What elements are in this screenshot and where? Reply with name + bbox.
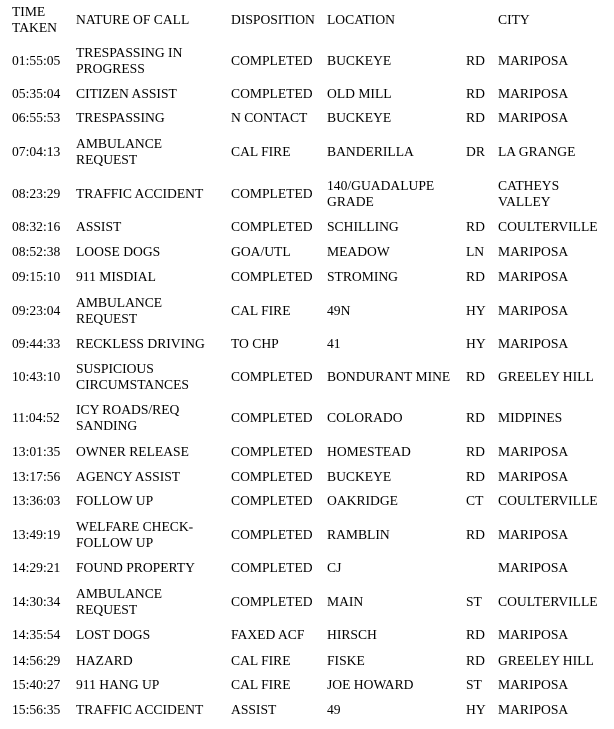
disposition-cell bbox=[231, 400, 313, 436]
disposition-cell bbox=[231, 293, 291, 329]
time-taken-cell-text: 08:52:38 bbox=[12, 243, 61, 259]
header-time-taken: TIME TAKEN bbox=[12, 4, 57, 35]
city-cell-text: MARIPOSA bbox=[498, 52, 569, 68]
city-cell bbox=[498, 699, 568, 721]
street-suffix-cell-text: RD bbox=[466, 409, 485, 425]
location-cell bbox=[327, 266, 398, 288]
location-cell bbox=[327, 466, 391, 488]
location-cell-text: 49 bbox=[327, 701, 341, 717]
disposition-cell bbox=[231, 216, 313, 238]
street-suffix-cell-text: HY bbox=[466, 302, 486, 318]
disposition-cell-text: CAL FIRE bbox=[231, 676, 291, 692]
disposition-cell-text: CAL FIRE bbox=[231, 302, 291, 318]
time-taken-cell bbox=[12, 83, 60, 105]
time-taken-cell bbox=[12, 624, 60, 646]
location-cell-text: BUCKEYE bbox=[327, 468, 392, 484]
city-cell bbox=[498, 624, 568, 646]
nature-of-call-cell-text: ICY ROADS/REQ SANDING bbox=[76, 401, 180, 433]
nature-of-call-cell-text: 911 HANG UP bbox=[76, 676, 160, 692]
nature-of-call-cell-text: TRESPASSING IN PROGRESS bbox=[76, 44, 183, 76]
street-suffix-cell-text: RD bbox=[466, 652, 485, 668]
city-cell bbox=[498, 216, 598, 238]
location-cell-text: SCHILLING bbox=[327, 218, 399, 234]
time-taken-cell bbox=[12, 176, 60, 212]
location-cell-text: BUCKEYE bbox=[327, 109, 392, 125]
city-cell-text: GREELEY HILL bbox=[498, 368, 594, 384]
disposition-cell-text: ASSIST bbox=[231, 701, 277, 717]
time-taken-cell-text: 15:40:27 bbox=[12, 676, 61, 692]
location-cell bbox=[327, 490, 398, 512]
time-taken-cell-text: 09:23:04 bbox=[12, 302, 61, 318]
nature-of-call-cell-text: CITIZEN ASSIST bbox=[76, 85, 177, 101]
nature-of-call-cell-text: TRAFFIC ACCIDENT bbox=[76, 701, 204, 717]
time-taken-cell bbox=[12, 400, 60, 436]
time-taken-cell-text: 13:49:19 bbox=[12, 526, 61, 542]
nature-of-call-cell-text: FOUND PROPERTY bbox=[76, 559, 195, 575]
time-taken-cell bbox=[12, 490, 60, 512]
street-suffix-cell-text: RD bbox=[466, 268, 485, 284]
location-cell-text: HOMESTEAD bbox=[327, 443, 411, 459]
time-taken-cell-text: 13:01:35 bbox=[12, 443, 61, 459]
city-cell-text: CATHEYS VALLEY bbox=[498, 177, 560, 209]
disposition-cell bbox=[231, 333, 279, 355]
nature-of-call-cell bbox=[76, 490, 153, 512]
disposition-cell-text: COMPLETED bbox=[231, 443, 313, 459]
disposition-cell bbox=[231, 441, 313, 463]
city-cell bbox=[498, 674, 568, 696]
header-disposition: DISPOSITION bbox=[231, 12, 315, 27]
street-suffix-cell-text: ST bbox=[466, 593, 482, 609]
disposition-cell bbox=[231, 241, 291, 263]
header-nature-of-call: NATURE OF CALL bbox=[76, 12, 190, 27]
location-cell bbox=[327, 441, 411, 463]
street-suffix-cell bbox=[466, 490, 483, 512]
disposition-cell-text: CAL FIRE bbox=[231, 652, 291, 668]
disposition-cell bbox=[231, 176, 313, 212]
street-suffix-cell-text: RD bbox=[466, 368, 485, 384]
time-taken-cell-text: 14:56:29 bbox=[12, 652, 61, 668]
disposition-cell-text: COMPLETED bbox=[231, 85, 313, 101]
street-suffix-cell bbox=[466, 107, 485, 129]
nature-of-call-cell bbox=[76, 83, 177, 105]
location-cell bbox=[327, 83, 392, 105]
location-cell bbox=[327, 650, 365, 672]
disposition-cell-text: COMPLETED bbox=[231, 268, 313, 284]
city-cell bbox=[498, 650, 594, 672]
location-cell-text: MEADOW bbox=[327, 243, 390, 259]
street-suffix-cell bbox=[466, 216, 485, 238]
time-taken-cell bbox=[12, 333, 60, 355]
nature-of-call-cell bbox=[76, 176, 203, 212]
street-suffix-cell bbox=[466, 359, 485, 395]
nature-of-call-cell bbox=[76, 333, 205, 355]
street-suffix-cell-text: RD bbox=[466, 218, 485, 234]
location-cell-text: OAKRIDGE bbox=[327, 492, 398, 508]
disposition-cell-text: GOA/UTL bbox=[231, 243, 291, 259]
nature-of-call-cell bbox=[76, 441, 189, 463]
time-taken-cell-text: 01:55:05 bbox=[12, 52, 61, 68]
nature-of-call-cell-text: TRAFFIC ACCIDENT bbox=[76, 185, 204, 201]
nature-of-call-cell-text: HAZARD bbox=[76, 652, 133, 668]
location-cell bbox=[327, 584, 363, 620]
location-cell-text: OLD MILL bbox=[327, 85, 392, 101]
time-taken-cell bbox=[12, 517, 60, 553]
location-cell bbox=[327, 359, 450, 395]
city-cell-text: MARIPOSA bbox=[498, 443, 569, 459]
location-cell-text: COLORADO bbox=[327, 409, 403, 425]
nature-of-call-cell bbox=[76, 241, 160, 263]
time-taken-cell-text: 11:04:52 bbox=[12, 409, 60, 425]
disposition-cell bbox=[231, 490, 313, 512]
disposition-cell bbox=[231, 466, 313, 488]
disposition-cell bbox=[231, 650, 291, 672]
time-taken-cell-text: 15:56:35 bbox=[12, 701, 61, 717]
city-cell bbox=[498, 176, 559, 212]
street-suffix-cell bbox=[466, 674, 482, 696]
time-taken-cell bbox=[12, 266, 60, 288]
nature-of-call-cell bbox=[76, 517, 193, 553]
location-cell-text: BONDURANT MINE bbox=[327, 368, 451, 384]
disposition-cell bbox=[231, 517, 313, 553]
city-cell-text: MARIPOSA bbox=[498, 335, 569, 351]
nature-of-call-cell-text: AGENCY ASSIST bbox=[76, 468, 181, 484]
nature-of-call-cell-text: WELFARE CHECK- FOLLOW UP bbox=[76, 518, 194, 550]
time-taken-cell bbox=[12, 557, 60, 579]
city-cell-text: MARIPOSA bbox=[498, 468, 569, 484]
nature-of-call-cell bbox=[76, 107, 165, 129]
city-cell bbox=[498, 557, 568, 579]
location-cell bbox=[327, 400, 403, 436]
street-suffix-cell bbox=[466, 624, 485, 646]
city-cell-text: MARIPOSA bbox=[498, 676, 569, 692]
disposition-cell-text: FAXED ACF bbox=[231, 626, 305, 642]
location-cell bbox=[327, 107, 391, 129]
city-cell bbox=[498, 490, 598, 512]
nature-of-call-cell bbox=[76, 359, 189, 395]
street-suffix-cell-text: RD bbox=[466, 443, 485, 459]
time-taken-cell bbox=[12, 584, 60, 620]
time-taken-cell-text: 14:30:34 bbox=[12, 593, 61, 609]
street-suffix-cell bbox=[466, 43, 485, 79]
nature-of-call-cell-text: AMBULANCE REQUEST bbox=[76, 135, 163, 167]
street-suffix-cell-text: RD bbox=[466, 85, 485, 101]
location-cell bbox=[327, 624, 377, 646]
nature-of-call-cell-text: AMBULANCE REQUEST bbox=[76, 585, 163, 617]
location-cell-text: 140/GUADALUPE GRADE bbox=[327, 177, 435, 209]
time-taken-cell-text: 09:15:10 bbox=[12, 268, 61, 284]
disposition-cell bbox=[231, 699, 276, 721]
location-cell-text: HIRSCH bbox=[327, 626, 377, 642]
time-taken-cell-text: 14:35:54 bbox=[12, 626, 61, 642]
disposition-cell-text: COMPLETED bbox=[231, 218, 313, 234]
location-cell bbox=[327, 293, 350, 329]
time-taken-cell bbox=[12, 107, 60, 129]
location-cell bbox=[327, 557, 341, 579]
street-suffix-cell bbox=[466, 241, 484, 263]
nature-of-call-cell-text: ASSIST bbox=[76, 218, 122, 234]
city-cell bbox=[498, 333, 568, 355]
disposition-cell-text: COMPLETED bbox=[231, 468, 313, 484]
location-cell bbox=[327, 216, 399, 238]
street-suffix-cell bbox=[466, 517, 485, 553]
street-suffix-cell-text: LN bbox=[466, 243, 485, 259]
location-cell bbox=[327, 333, 341, 355]
location-cell bbox=[327, 176, 434, 212]
nature-of-call-cell-text: OWNER RELEASE bbox=[76, 443, 189, 459]
nature-of-call-cell bbox=[76, 43, 182, 79]
street-suffix-cell bbox=[466, 466, 485, 488]
street-suffix-cell bbox=[466, 441, 485, 463]
time-taken-cell bbox=[12, 216, 60, 238]
city-cell-text: MARIPOSA bbox=[498, 626, 569, 642]
time-taken-cell-text: 06:55:53 bbox=[12, 109, 61, 125]
disposition-cell bbox=[231, 359, 313, 395]
location-cell bbox=[327, 674, 413, 696]
location-cell bbox=[327, 43, 391, 79]
nature-of-call-cell bbox=[76, 266, 156, 288]
nature-of-call-cell bbox=[76, 584, 162, 620]
time-taken-cell-text: 05:35:04 bbox=[12, 85, 61, 101]
city-cell-text: LA GRANGE bbox=[498, 143, 576, 159]
time-taken-cell-text: 09:44:33 bbox=[12, 335, 61, 351]
nature-of-call-cell bbox=[76, 466, 180, 488]
time-taken-cell bbox=[12, 241, 60, 263]
header-location: LOCATION bbox=[327, 12, 395, 27]
location-cell-text: BUCKEYE bbox=[327, 52, 392, 68]
street-suffix-cell-text: HY bbox=[466, 335, 486, 351]
location-cell-text: JOE HOWARD bbox=[327, 676, 414, 692]
disposition-cell bbox=[231, 107, 307, 129]
city-cell bbox=[498, 266, 568, 288]
location-cell-text: CJ bbox=[327, 559, 342, 575]
city-cell-text: MARIPOSA bbox=[498, 559, 569, 575]
street-suffix-cell bbox=[466, 134, 485, 170]
disposition-cell bbox=[231, 584, 313, 620]
disposition-cell bbox=[231, 674, 291, 696]
street-suffix-cell-text: RD bbox=[466, 626, 485, 642]
nature-of-call-cell-text: FOLLOW UP bbox=[76, 492, 154, 508]
nature-of-call-cell bbox=[76, 557, 195, 579]
city-cell-text: COULTERVILLE bbox=[498, 492, 598, 508]
nature-of-call-cell-text: LOOSE DOGS bbox=[76, 243, 161, 259]
location-cell bbox=[327, 517, 390, 553]
time-taken-cell bbox=[12, 674, 60, 696]
street-suffix-cell bbox=[466, 333, 486, 355]
time-taken-cell bbox=[12, 134, 60, 170]
street-suffix-cell-text: HY bbox=[466, 701, 486, 717]
disposition-cell bbox=[231, 624, 304, 646]
city-cell-text: MARIPOSA bbox=[498, 701, 569, 717]
city-cell bbox=[498, 441, 568, 463]
location-cell-text: 49N bbox=[327, 302, 351, 318]
disposition-cell-text: COMPLETED bbox=[231, 368, 313, 384]
city-cell-text: MARIPOSA bbox=[498, 302, 569, 318]
city-cell-text: MARIPOSA bbox=[498, 243, 569, 259]
disposition-cell-text: COMPLETED bbox=[231, 185, 313, 201]
street-suffix-cell-text: RD bbox=[466, 109, 485, 125]
disposition-cell bbox=[231, 43, 313, 79]
location-cell-text: MAIN bbox=[327, 593, 364, 609]
city-cell bbox=[498, 134, 575, 170]
street-suffix-cell bbox=[466, 400, 485, 436]
nature-of-call-cell-text: SUSPICIOUS CIRCUMSTANCES bbox=[76, 360, 189, 392]
time-taken-cell bbox=[12, 650, 60, 672]
city-cell bbox=[498, 107, 568, 129]
time-taken-cell bbox=[12, 359, 60, 395]
nature-of-call-cell bbox=[76, 216, 121, 238]
city-cell bbox=[498, 584, 598, 620]
city-cell-text: MARIPOSA bbox=[498, 109, 569, 125]
time-taken-cell bbox=[12, 43, 60, 79]
nature-of-call-cell-text: RECKLESS DRIVING bbox=[76, 335, 205, 351]
disposition-cell bbox=[231, 557, 313, 579]
location-cell bbox=[327, 241, 390, 263]
disposition-cell-text: TO CHP bbox=[231, 335, 279, 351]
street-suffix-cell-text: CT bbox=[466, 492, 484, 508]
city-cell bbox=[498, 359, 594, 395]
city-cell-text: MIDPINES bbox=[498, 409, 563, 425]
nature-of-call-cell-text: AMBULANCE REQUEST bbox=[76, 294, 163, 326]
nature-of-call-cell bbox=[76, 624, 150, 646]
street-suffix-cell bbox=[466, 266, 485, 288]
time-taken-cell-text: 14:29:21 bbox=[12, 559, 61, 575]
nature-of-call-cell-text: LOST DOGS bbox=[76, 626, 151, 642]
street-suffix-cell bbox=[466, 293, 486, 329]
city-cell-text: MARIPOSA bbox=[498, 85, 569, 101]
city-cell bbox=[498, 400, 562, 436]
city-cell-text: COULTERVILLE bbox=[498, 218, 598, 234]
location-cell bbox=[327, 699, 341, 721]
disposition-cell bbox=[231, 134, 291, 170]
time-taken-cell-text: 08:23:29 bbox=[12, 185, 61, 201]
city-cell bbox=[498, 43, 568, 79]
nature-of-call-cell-text: TRESPASSING bbox=[76, 109, 165, 125]
nature-of-call-cell bbox=[76, 293, 162, 329]
time-taken-cell-text: 10:43:10 bbox=[12, 368, 61, 384]
disposition-cell bbox=[231, 266, 313, 288]
nature-of-call-cell bbox=[76, 650, 133, 672]
city-cell bbox=[498, 241, 568, 263]
disposition-cell-text: COMPLETED bbox=[231, 593, 313, 609]
city-cell-text: MARIPOSA bbox=[498, 526, 569, 542]
disposition-cell-text: COMPLETED bbox=[231, 409, 313, 425]
disposition-cell-text: COMPLETED bbox=[231, 492, 313, 508]
city-cell bbox=[498, 293, 568, 329]
time-taken-cell-text: 13:36:03 bbox=[12, 492, 61, 508]
disposition-cell-text: N CONTACT bbox=[231, 109, 308, 125]
city-cell bbox=[498, 83, 568, 105]
street-suffix-cell bbox=[466, 699, 486, 721]
location-cell-text: STROMING bbox=[327, 268, 398, 284]
time-taken-cell bbox=[12, 466, 60, 488]
location-cell-text: FISKE bbox=[327, 652, 365, 668]
disposition-cell-text: COMPLETED bbox=[231, 52, 313, 68]
nature-of-call-cell bbox=[76, 400, 179, 436]
time-taken-cell-text: 08:32:16 bbox=[12, 218, 61, 234]
location-cell-text: BANDERILLA bbox=[327, 143, 414, 159]
nature-of-call-cell bbox=[76, 134, 162, 170]
street-suffix-cell-text: RD bbox=[466, 526, 485, 542]
street-suffix-cell bbox=[466, 584, 482, 620]
location-cell-text: 41 bbox=[327, 335, 341, 351]
city-cell-text: MARIPOSA bbox=[498, 268, 569, 284]
nature-of-call-cell bbox=[76, 674, 159, 696]
time-taken-cell bbox=[12, 441, 60, 463]
time-taken-cell-text: 13:17:56 bbox=[12, 468, 61, 484]
disposition-cell-text: COMPLETED bbox=[231, 559, 313, 575]
time-taken-cell-text: 07:04:13 bbox=[12, 143, 61, 159]
city-cell bbox=[498, 466, 568, 488]
street-suffix-cell-text: DR bbox=[466, 143, 485, 159]
city-cell-text: COULTERVILLE bbox=[498, 593, 598, 609]
location-cell bbox=[327, 134, 414, 170]
nature-of-call-cell-text: 911 MISDIAL bbox=[76, 268, 156, 284]
nature-of-call-cell bbox=[76, 699, 203, 721]
street-suffix-cell-text: RD bbox=[466, 468, 485, 484]
street-suffix-cell bbox=[466, 650, 485, 672]
street-suffix-cell-text: RD bbox=[466, 52, 485, 68]
time-taken-cell bbox=[12, 699, 60, 721]
street-suffix-cell bbox=[466, 83, 485, 105]
city-cell bbox=[498, 517, 568, 553]
time-taken-cell bbox=[12, 293, 60, 329]
disposition-cell-text: COMPLETED bbox=[231, 526, 313, 542]
disposition-cell bbox=[231, 83, 313, 105]
street-suffix-cell-text: ST bbox=[466, 676, 482, 692]
header-city: CITY bbox=[498, 12, 530, 27]
location-cell-text: RAMBLIN bbox=[327, 526, 390, 542]
city-cell-text: GREELEY HILL bbox=[498, 652, 594, 668]
disposition-cell-text: CAL FIRE bbox=[231, 143, 291, 159]
